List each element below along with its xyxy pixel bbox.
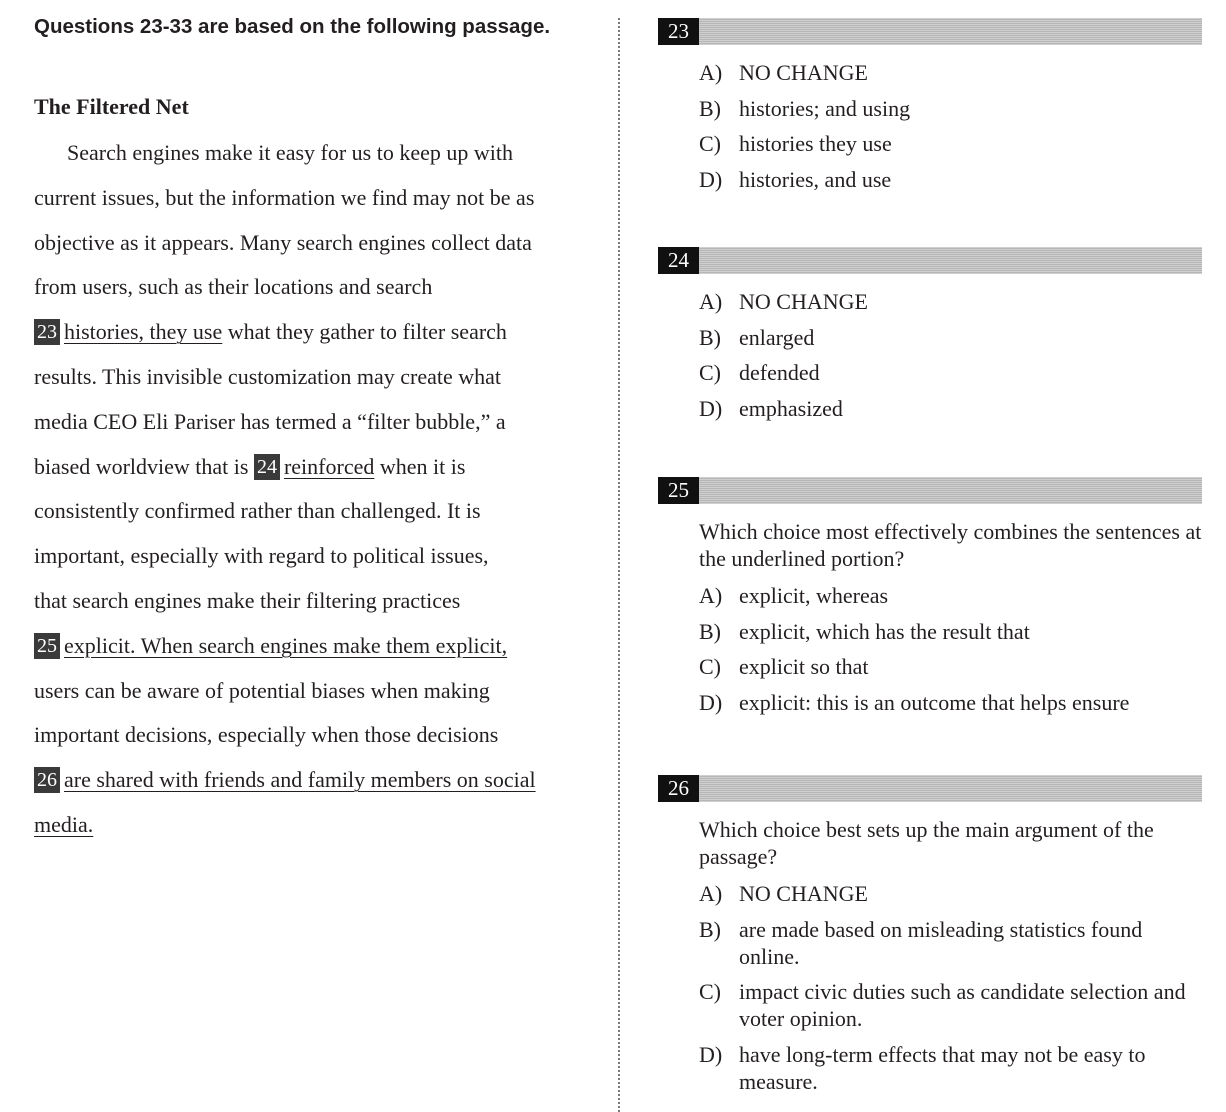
choice-text: NO CHANGE xyxy=(739,881,868,906)
answer-choices xyxy=(699,582,1202,716)
choice-letter: B) xyxy=(699,618,721,644)
choice-letter: B) xyxy=(699,324,721,350)
choice-text: explicit, which has the result that xyxy=(739,618,1030,644)
answer-choice[interactable] xyxy=(699,653,1202,680)
choice-letter: B) xyxy=(699,95,721,121)
underlined-portion: histories, they use xyxy=(64,319,223,345)
question-number-marker[interactable]: 23 xyxy=(34,319,60,345)
question-23 xyxy=(658,18,1202,201)
choice-letter: B) xyxy=(699,916,721,942)
passage-line xyxy=(34,765,536,795)
passage-text: biased worldview that is xyxy=(34,453,254,479)
passage-text: media CEO Eli Pariser has termed a “filter bubble,” a xyxy=(34,408,506,434)
question-header-bar xyxy=(658,18,1202,45)
choice-text: enlarged xyxy=(739,324,815,350)
passage-line xyxy=(34,541,489,571)
question-26 xyxy=(658,775,1202,1103)
choice-text: explicit, whereas xyxy=(739,583,889,608)
answer-choice[interactable] xyxy=(699,689,1202,716)
passage-line xyxy=(34,810,93,840)
choice-text: explicit so that xyxy=(739,654,869,679)
choice-letter: D) xyxy=(699,689,723,715)
passage-line xyxy=(34,272,432,302)
question-number: 25 xyxy=(658,477,699,504)
answer-choice[interactable] xyxy=(699,324,1202,351)
question-number: 24 xyxy=(658,247,699,274)
passage-line xyxy=(34,138,513,168)
choice-letter: A) xyxy=(699,881,723,906)
choice-letter: A) xyxy=(699,60,723,85)
passage-line xyxy=(34,362,501,392)
question-number-marker[interactable]: 25 xyxy=(34,633,60,659)
passage-text: that search engines make their filtering practices xyxy=(34,588,461,613)
underlined-portion: media. xyxy=(34,812,94,837)
passage-text: important, especially with regard to political issues, xyxy=(34,543,489,569)
choice-text: histories, and use xyxy=(739,166,892,192)
answer-choice[interactable] xyxy=(699,95,1202,122)
choice-text: histories they use xyxy=(739,131,892,156)
passage-line xyxy=(34,452,465,482)
choice-letter: A) xyxy=(699,289,723,314)
choice-text: impact civic duties such as candidate selection and voter opinion. xyxy=(739,979,1186,1031)
passage-text: objective as it appears. Many search engines collect data xyxy=(34,229,532,255)
question-number-marker[interactable]: 26 xyxy=(34,767,60,793)
passage-line xyxy=(34,317,507,347)
choice-letter: C) xyxy=(699,654,721,679)
answer-choice[interactable] xyxy=(699,59,1202,86)
question-number: 23 xyxy=(658,18,699,45)
passage-line xyxy=(34,496,481,526)
answer-choices xyxy=(699,880,1202,1095)
answer-choice[interactable] xyxy=(699,618,1202,645)
answer-choice[interactable] xyxy=(699,880,1202,907)
choice-text: histories; and using xyxy=(739,95,911,121)
choice-letter: D) xyxy=(699,166,723,192)
passage-line xyxy=(34,720,498,750)
passage-text: users can be aware of potential biases when making xyxy=(34,677,490,703)
choice-text: NO CHANGE xyxy=(739,289,868,314)
choice-letter: D) xyxy=(699,395,723,421)
question-number: 26 xyxy=(658,775,699,802)
answer-choice[interactable] xyxy=(699,978,1202,1032)
choice-text: NO CHANGE xyxy=(739,60,868,85)
passage-line xyxy=(34,676,490,706)
question-prompt: Which choice best sets up the main argument of the passage? xyxy=(699,817,1154,869)
answer-choice[interactable] xyxy=(699,916,1202,970)
passage-text: consistently confirmed rather than challenged. It is xyxy=(34,498,481,524)
answer-choice[interactable] xyxy=(699,582,1202,609)
question-header-bar xyxy=(658,775,1202,802)
question-prompt: Which choice most effectively combines the sentences at the underlined portion? xyxy=(699,519,1202,571)
passage-text: when it is xyxy=(374,453,466,479)
choice-letter: C) xyxy=(699,979,721,1004)
question-header-bar xyxy=(658,247,1202,274)
answer-choice[interactable] xyxy=(699,395,1202,422)
question-number-marker[interactable]: 24 xyxy=(254,454,280,480)
choice-letter: C) xyxy=(699,360,721,385)
underlined-portion: reinforced xyxy=(283,453,375,479)
passage-title: The Filtered Net xyxy=(34,94,189,119)
underlined-portion: are shared with friends and family members on social xyxy=(64,767,536,793)
choice-text: emphasized xyxy=(739,395,843,421)
choice-letter: D) xyxy=(699,1041,723,1067)
choice-letter: A) xyxy=(699,583,723,608)
answer-choice[interactable] xyxy=(699,166,1202,193)
column-divider xyxy=(618,18,620,1112)
passage-line xyxy=(34,407,506,437)
choice-text: have long-term effects that may not be easy to measure. xyxy=(739,1041,1146,1094)
passage-line xyxy=(34,228,532,258)
passage-text: important decisions, especially when those decisions xyxy=(34,722,499,748)
passage-line xyxy=(34,183,534,213)
choice-text: explicit: this is an outcome that helps ensure xyxy=(739,689,1130,715)
choice-text: are made based on misleading statistics found online. xyxy=(739,916,1143,969)
answer-choice[interactable] xyxy=(699,130,1202,157)
passage-text: results. This invisible customization may create what xyxy=(34,364,501,389)
passage-header: Questions 23-33 are based on the following passage. xyxy=(34,15,551,38)
answer-choice[interactable] xyxy=(699,359,1202,386)
question-25 xyxy=(658,477,1202,724)
choice-letter: C) xyxy=(699,131,721,156)
question-header-bar xyxy=(658,477,1202,504)
passage-text: what they gather to filter search xyxy=(222,319,507,345)
choice-text: defended xyxy=(739,360,820,385)
underlined-portion: explicit. When search engines make them explicit, xyxy=(64,632,508,658)
passage-line xyxy=(34,631,507,661)
answer-choices xyxy=(699,59,1202,193)
passage-text: Search engines make it easy for us to keep up with xyxy=(34,140,513,165)
answer-choice[interactable] xyxy=(699,288,1202,315)
answer-choices xyxy=(699,288,1202,422)
passage-text: from users, such as their locations and search xyxy=(34,274,433,300)
question-24 xyxy=(658,247,1202,430)
passage-text: current issues, but the information we find may not be as xyxy=(34,184,535,210)
passage-line xyxy=(34,586,460,616)
answer-choice[interactable] xyxy=(699,1041,1202,1095)
